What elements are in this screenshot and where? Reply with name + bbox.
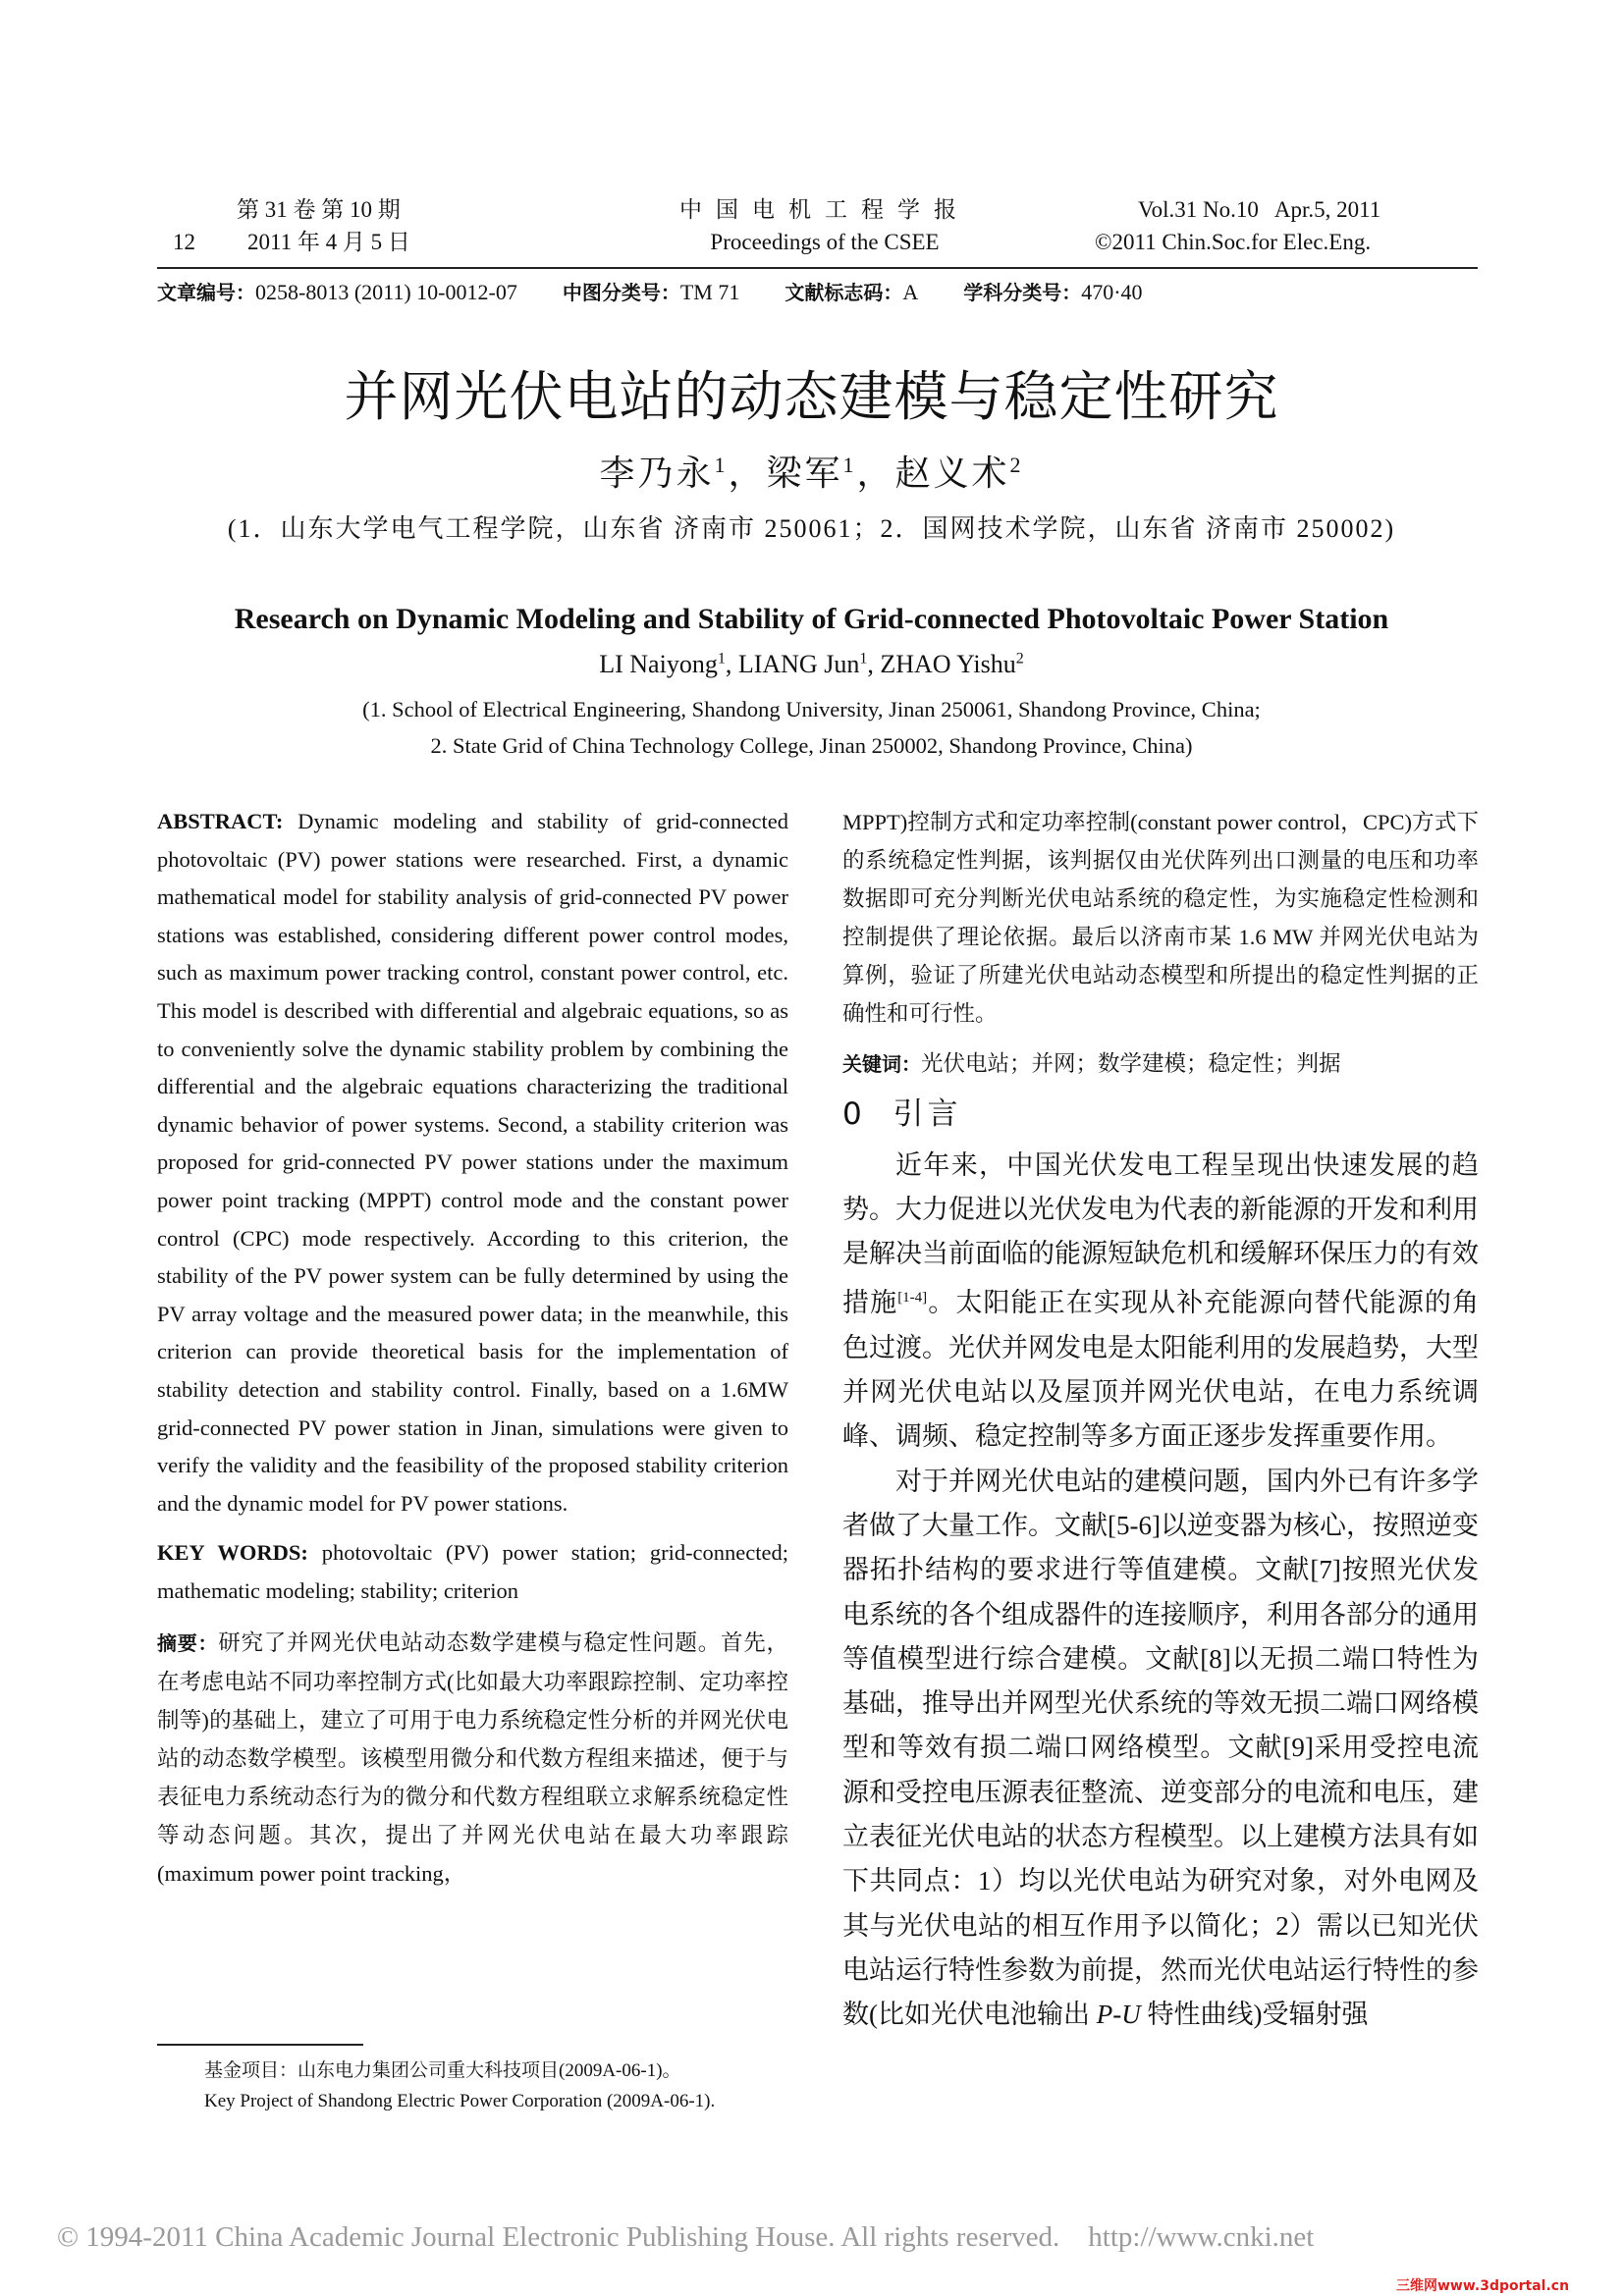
fund-en: Key Project of Shandong Electric Power Corporation (2009A-06-1). bbox=[204, 2091, 716, 2111]
author-en: LIANG Jun bbox=[737, 650, 860, 678]
authors-en bbox=[0, 650, 1623, 679]
right-column bbox=[842, 803, 1479, 2038]
intro-text: 对于并网光伏电站的建模问题，国内外已有许多学者做了大量工作。文献[5-6]以逆变器为核心，按照逆变器拓扑结构的要求进行等值建模。文献[7]按照光伏发电系统的各个组成器件的连接顺序，利用各部分的通用等值模型进行综合建模。文献[8]以无损二端口特性为基础，推导出并网型光伏系统的等效无损二端口网络模型和等效有损二端口网络模型。文献[9]采用受控电流源和受控电压源表征整流、逆变部分的电流和电压，建立表征光伏电站的状态方程模型。以上建模方法具有如下共同点：1）均以光伏电站为研究对象，对外电网及其与光伏电站的相互作用予以简化；2）需以已知光伏电站运行特性参数为前提，然而光伏电站运行特性的参数(比如光伏电池输出 bbox=[842, 1466, 1479, 2030]
keywords-cn-label: 关键词： bbox=[842, 1052, 921, 1076]
section-heading bbox=[842, 1095, 1479, 1134]
section-title: 引言 bbox=[893, 1096, 962, 1132]
author-cn: 李乃永 bbox=[599, 454, 715, 493]
clc-label: 中图分类号： bbox=[562, 281, 680, 304]
volume-issue-cn: 第 31 卷 第 10 期 bbox=[237, 197, 401, 222]
page-number: 12 bbox=[173, 230, 195, 254]
author-sup: 1 bbox=[859, 650, 868, 667]
abstract-en-text: Dynamic modeling and stability of grid-connected photovoltaic (PV) power stations were researched. First, a dynamic mathematical model for stability analysis of grid-connected PV power stations was established, considering different power control modes, such as maximum power tracking control, constant power control, etc. This model is described with differential and algebraic equations, so as to conveniently solve the dynamic stability problem by combining the differential and the algebraic equations characterizing the traditional dynamic behavior of power systems. Second, a stability criterion was proposed for grid-connected PV power stations under the maximum power point tracking (MPPT) control mode and the constant power control (CPC) mode respectively. According to this criterion, the stability of the PV power system can be fully determined by using the PV array voltage and the measured power data; in the meanwhile, this criterion can provide theoretical basis for the implementation of stability detection and stability control. Finally, based on a 1.6MW grid-connected PV power station in Jinan, simulations were given to verify the validity and the feasibility of the proposed stability criterion and the dynamic model for PV power stations. bbox=[157, 809, 788, 1516]
abstract-cn bbox=[157, 1624, 788, 1893]
author-sep: , bbox=[725, 650, 738, 678]
doc-code: A bbox=[902, 280, 919, 304]
clc-code: TM 71 bbox=[679, 280, 740, 304]
keywords-cn bbox=[842, 1044, 1479, 1084]
title-en: Research on Dynamic Modeling and Stability of Grid-connected Photovoltaic Power Station bbox=[234, 603, 1389, 635]
doc-code-label: 文献标志码： bbox=[784, 281, 903, 304]
subject-code: 470·40 bbox=[1081, 280, 1143, 304]
author-sup: 2 bbox=[1009, 453, 1024, 477]
author-sup: 1 bbox=[714, 453, 729, 477]
author-sep: , bbox=[867, 650, 881, 678]
journal-name-en: Proceedings of the CSEE bbox=[710, 230, 940, 254]
author-sup: 2 bbox=[1015, 650, 1024, 667]
subject-label: 学科分类号： bbox=[963, 281, 1082, 304]
keywords-en-text: photovoltaic (PV) power station; grid-connected; mathematic modeling; stability; criterion bbox=[157, 1540, 789, 1603]
left-column bbox=[157, 803, 788, 1893]
intro-text: 特性曲线)受辐射强 bbox=[1140, 2000, 1369, 2030]
watermark: 三维网www.3dportal.cn bbox=[1396, 2278, 1570, 2294]
volume-issue-en: Vol.31 No.10 Apr.5, 2011 bbox=[1138, 197, 1381, 222]
fund-cn: 基金项目：山东电力集团公司重大科技项目(2009A-06-1)。 bbox=[204, 2060, 681, 2081]
article-meta bbox=[157, 277, 1143, 305]
abstract-en-label: ABSTRACT: bbox=[157, 809, 284, 833]
footnote-rule bbox=[157, 2044, 363, 2046]
header-rule bbox=[157, 267, 1478, 269]
author-cn: 梁军 bbox=[766, 454, 843, 493]
affiliation-cn: (1．山东大学电气工程学院，山东省 济南市 250061；2．国网技术学院，山东省 济南市 250002) bbox=[227, 514, 1396, 543]
author-sep: ， bbox=[728, 454, 767, 493]
pu-symbol: P-U bbox=[1096, 2000, 1141, 2030]
author-sup: 1 bbox=[717, 650, 726, 667]
intro-paragraph-2 bbox=[842, 1460, 1479, 2038]
author-sep: ， bbox=[856, 454, 895, 493]
author-cn: 赵义术 bbox=[894, 454, 1010, 493]
society-copyright: ©2011 Chin.Soc.for Elec.Eng. bbox=[1095, 230, 1372, 254]
abstract-cn-continued: MPPT)控制方式和定功率控制(constant power control，CPC)方式下的系统稳定性判据，该判据仅由光伏阵列出口测量的电压和功率数据即可充分判断光伏电站系统的稳定性，为实施稳定性检测和控制提供了理论依据。最后以济南市某 1.6 MW 并网光伏电站为算例，验证了所建光伏电站动态模型和所提出的稳定性判据的正确性和可行性。 bbox=[842, 810, 1479, 1026]
intro-text: 。太阳能正在实现从补充能源向替代能源的角色过渡。光伏并网发电是太阳能利用的发展趋势，大型并网光伏电站以及屋顶并网光伏电站，在电力系统调峰、调频、稳定控制等多方面正逐步发挥重要作用。 bbox=[842, 1288, 1480, 1452]
abstract-cn-label: 摘要： bbox=[157, 1631, 219, 1656]
section-number: 0 bbox=[842, 1096, 866, 1132]
keywords-en bbox=[157, 1534, 788, 1610]
author-en: ZHAO Yishu bbox=[880, 650, 1016, 678]
author-sup: 1 bbox=[842, 453, 857, 477]
author-en: LI Naiyong bbox=[599, 650, 718, 678]
footnote bbox=[204, 2056, 715, 2116]
date-cn: 2011 年 4 月 5 日 bbox=[247, 230, 410, 254]
affiliation-en-line: (1. School of Electrical Engineering, Shandong University, Jinan 250061, Shandong Province, China; bbox=[362, 697, 1261, 721]
abstract-cn-text: 研究了并网光伏电站动态数学建模与稳定性问题。首先，在考虑电站不同功率控制方式(比如最大功率跟踪控制、定功率控制等)的基础上，建立了可用于电力系统稳定性分析的并网光伏电站的动态数学模型。该模型用微分和代数方程组来描述，便于与表征电力系统动态行为的微分和代数方程组联立求解系统稳定性等动态问题。其次，提出了并网光伏电站在最大功率跟踪(maximum power point tracking， bbox=[157, 1630, 788, 1887]
intro-paragraph-1 bbox=[842, 1144, 1479, 1460]
affiliation-en-line: 2. State Grid of China Technology College, Jinan 250002, Shandong Province, China) bbox=[430, 733, 1193, 758]
affiliation-en bbox=[0, 691, 1623, 764]
authors-cn bbox=[0, 446, 1623, 496]
keywords-en-label: KEY WORDS: bbox=[157, 1540, 308, 1566]
citation: [1-4] bbox=[897, 1290, 928, 1307]
keywords-cn-text: 光伏电站；并网；数学建模；稳定性；判据 bbox=[921, 1051, 1341, 1076]
abstract-en bbox=[157, 803, 788, 1522]
journal-name-cn: 中国电机工程学报 bbox=[679, 197, 970, 222]
article-no-label: 文章编号： bbox=[157, 281, 255, 304]
intro-text: 近年来，中国光伏发电工程呈现出快速发展的趋势。大力促进以光伏发电为代表的新能源的开发和利用是解决当前面临的能源短缺危机和缓解环保压力的有效措施 bbox=[842, 1149, 1479, 1318]
title-cn: 并网光伏电站的动态建模与稳定性研究 bbox=[344, 365, 1279, 428]
cnki-copyright: © 1994-2011 China Academic Journal Electronic Publishing House. All rights reserved. http://www.cnki.net bbox=[57, 2221, 1315, 2253]
article-no: 0258-8013 (2011) 10-0012-07 bbox=[255, 280, 517, 304]
